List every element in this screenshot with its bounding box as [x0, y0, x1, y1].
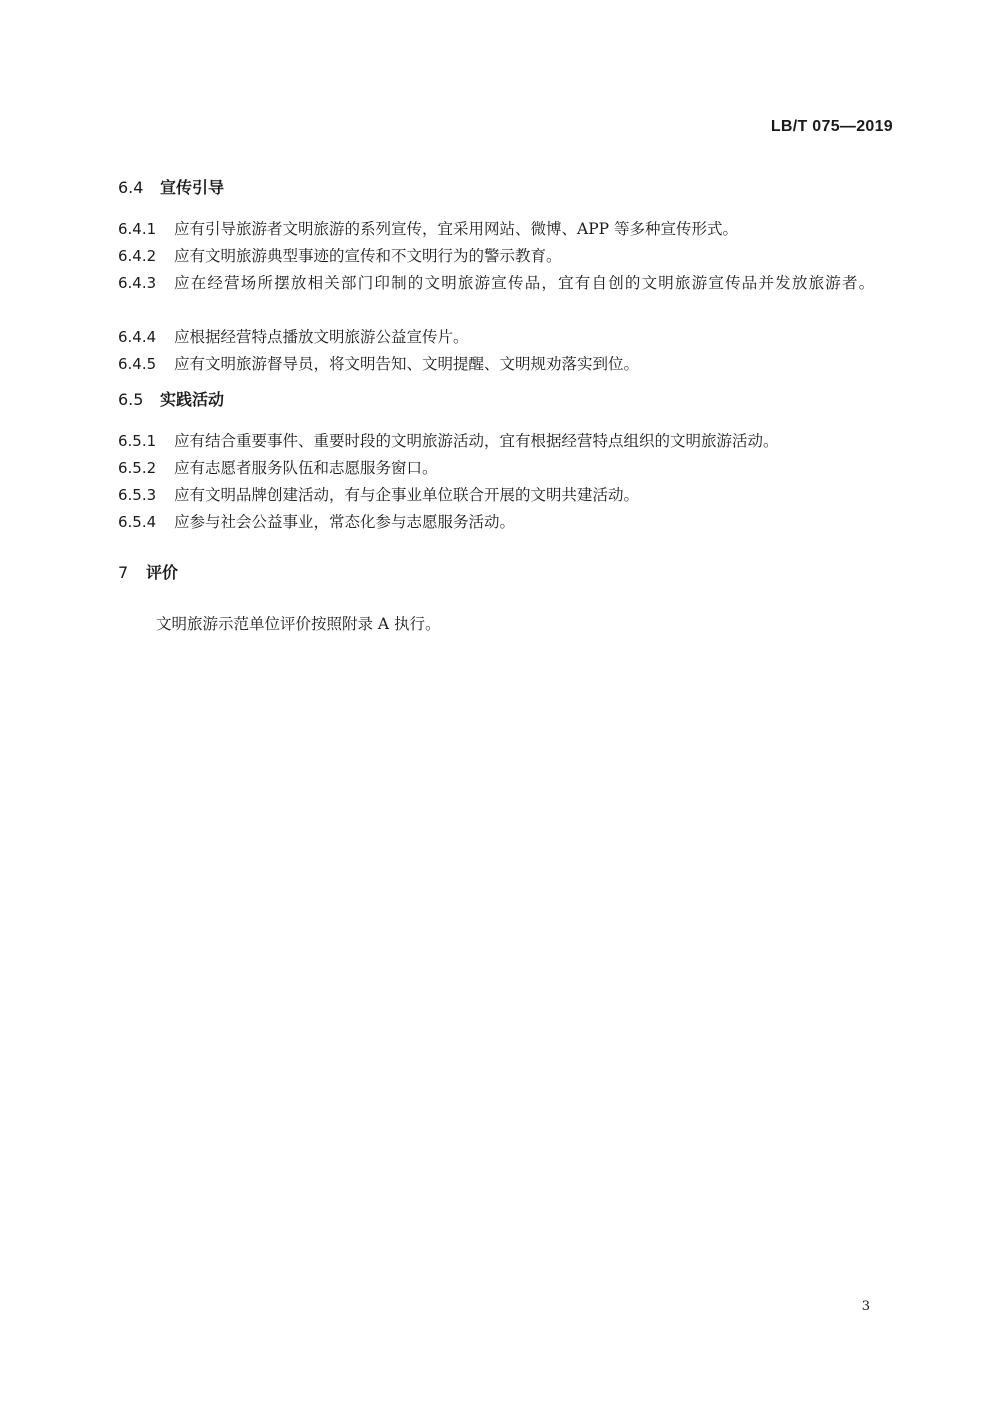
section-heading-6-5 — [118, 390, 224, 410]
clause-6-5-3 — [118, 482, 894, 509]
section-heading-6-4 — [118, 178, 224, 198]
clause-number: 6.5.2 — [118, 459, 157, 477]
clause-number: 6.4.2 — [118, 247, 157, 265]
clause-text: 应有结合重要事件、重要时段的文明旅游活动，宜有根据经营特点组织的文明旅游活动。 — [174, 432, 779, 450]
clause-6-4-1 — [118, 216, 894, 243]
clause-6-5-2 — [118, 455, 894, 482]
clause-text: 应根据经营特点播放文明旅游公益宣传片。 — [174, 328, 469, 346]
clause-number: 6.4.5 — [118, 355, 157, 373]
clause-6-4-2 — [118, 243, 894, 270]
standard-code: LB/T 075—2019 — [770, 118, 893, 135]
clause-6-4-5 — [118, 351, 894, 378]
clause-text: 应有引导旅游者文明旅游的系列宣传，宜采用网站、微博、APP 等多种宣传形式。 — [174, 220, 738, 238]
page-number: 3 — [861, 1299, 870, 1314]
section-heading-7 — [118, 563, 178, 583]
section-number: 6.4 — [118, 178, 144, 197]
clause-number: 6.5.4 — [118, 513, 157, 531]
clause-number: 6.4.4 — [118, 328, 157, 346]
clause-text: 应在经营场所摆放相关部门印制的文明旅游宣传品，宜有自创的文明旅游宣传品并发放旅游者。 — [174, 274, 876, 292]
clause-number: 6.4.3 — [118, 274, 157, 292]
clause-text: 应有文明品牌创建活动，有与企事业单位联合开展的文明共建活动。 — [174, 486, 640, 504]
section-title: 宣传引导 — [160, 178, 225, 197]
evaluation-paragraph: 文明旅游示范单位评价按照附录 A 执行。 — [156, 615, 441, 633]
section-number: 6.5 — [118, 390, 144, 409]
clause-number: 6.5.3 — [118, 486, 157, 504]
clause-6-5-1 — [118, 428, 894, 455]
section-title: 实践活动 — [160, 390, 225, 409]
clause-text: 应有文明旅游督导员，将文明告知、文明提醒、文明规劝落实到位。 — [174, 355, 640, 373]
clause-6-4-3 — [118, 270, 894, 297]
clause-number: 6.5.1 — [118, 432, 157, 450]
clause-text: 应参与社会公益事业，常态化参与志愿服务活动。 — [174, 513, 516, 531]
clause-number: 6.4.1 — [118, 220, 157, 238]
clause-6-5-4 — [118, 509, 894, 536]
clause-text: 应有志愿者服务队伍和志愿服务窗口。 — [174, 459, 438, 477]
clause-6-4-4 — [118, 324, 894, 351]
section-number: 7 — [118, 563, 129, 582]
clause-text: 应有文明旅游典型事迹的宣传和不文明行为的警示教育。 — [174, 247, 562, 265]
section-title: 评价 — [146, 563, 179, 582]
